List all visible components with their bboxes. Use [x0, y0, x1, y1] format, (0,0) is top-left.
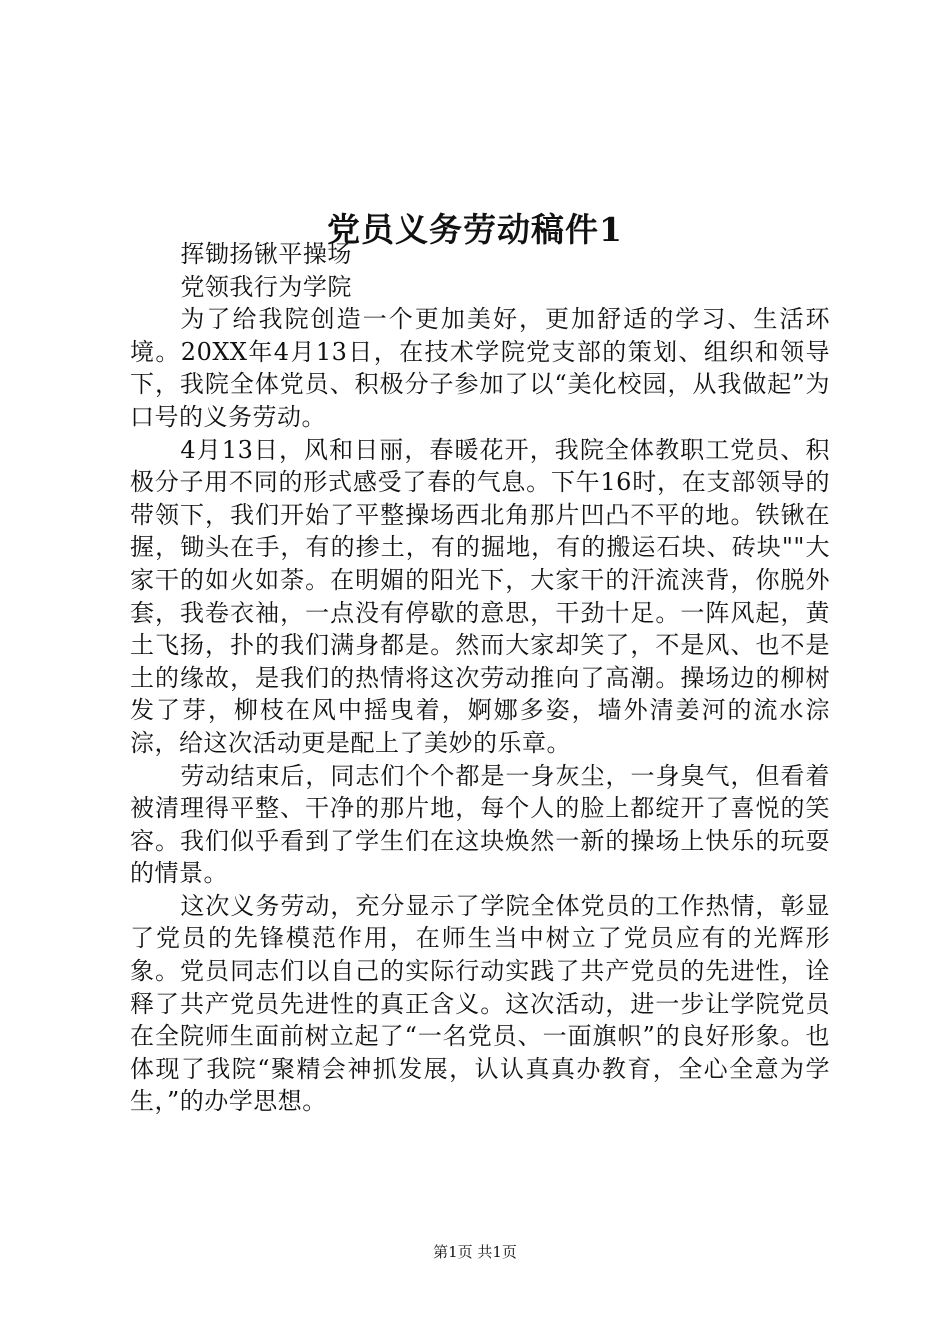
page-number-footer: 第1页 共1页 — [433, 1243, 517, 1261]
document-title: 党员义务劳动稿件1 — [327, 210, 623, 250]
paragraph-result: 劳动结束后，同志们个个都是一身灰尘，一身臭气，但看着被清理得平整、干净的那片地，每个人的脸上都绽开了喜悦的笑容。我们似乎看到了学生们在这块焕然一新的操场上快乐的玩耍的情景。 — [130, 761, 830, 888]
document-body — [130, 238, 830, 1118]
paragraph-conclusion: 这次义务劳动，充分显示了学院全体党员的工作热情，彰显了党员的先锋模范作用，在师生当中树立了党员应有的光辉形象。党员同志们以自己的实际行动实践了共产党员的先进性，诠释了共产党员先进性的真正含义。这次活动，进一步让学院党员在全院师生面前树立起了“一名党员、一面旗帜”的良好形象。也体现了我院“聚精会神抓发展，认认真真办教育，全心全意为学生，”的办学思想。 — [130, 891, 830, 1116]
paragraph-intro: 为了给我院创造一个更加美好，更加舒适的学习、生活环境。20XX年4月13日，在技术学院党支部的策划、组织和领导下，我院全体党员、积极分子参加了以“美化校园，从我做起”为口号的义务劳动。 — [130, 305, 830, 431]
subtitle-line-1: 挥锄扬锹平操场 — [180, 240, 352, 268]
subtitle-line-2: 党领我行为学院 — [180, 272, 352, 301]
paragraph-activity: 4月13日，风和日丽，春暖花开，我院全体教职工党员、积极分子用不同的形式感受了春的气息。下午16时，在支部领导的带领下，我们开始了平整操场西北角那片凹凸不平的地。铁锹在握，锄头在手，有的掺土，有的掘地，有的搬运石块、砖块""大家干的如火如荼。在明媚的阳光下，大家干的汗流浃背，你脱外套，我卷衣袖，一点没有停歇的意思，干劲十足。一阵风起，黄土飞扬，扑的我们满身都是。然而大家却笑了，不是风、也不是土的缘故，是我们的热情将这次劳动推向了高潮。操场边的柳树发了芽，柳枝在风中摇曳着，婀娜多姿，墙外清姜河的流水淙淙，给这次活动更是配上了美妙的乐章。 — [130, 435, 830, 757]
